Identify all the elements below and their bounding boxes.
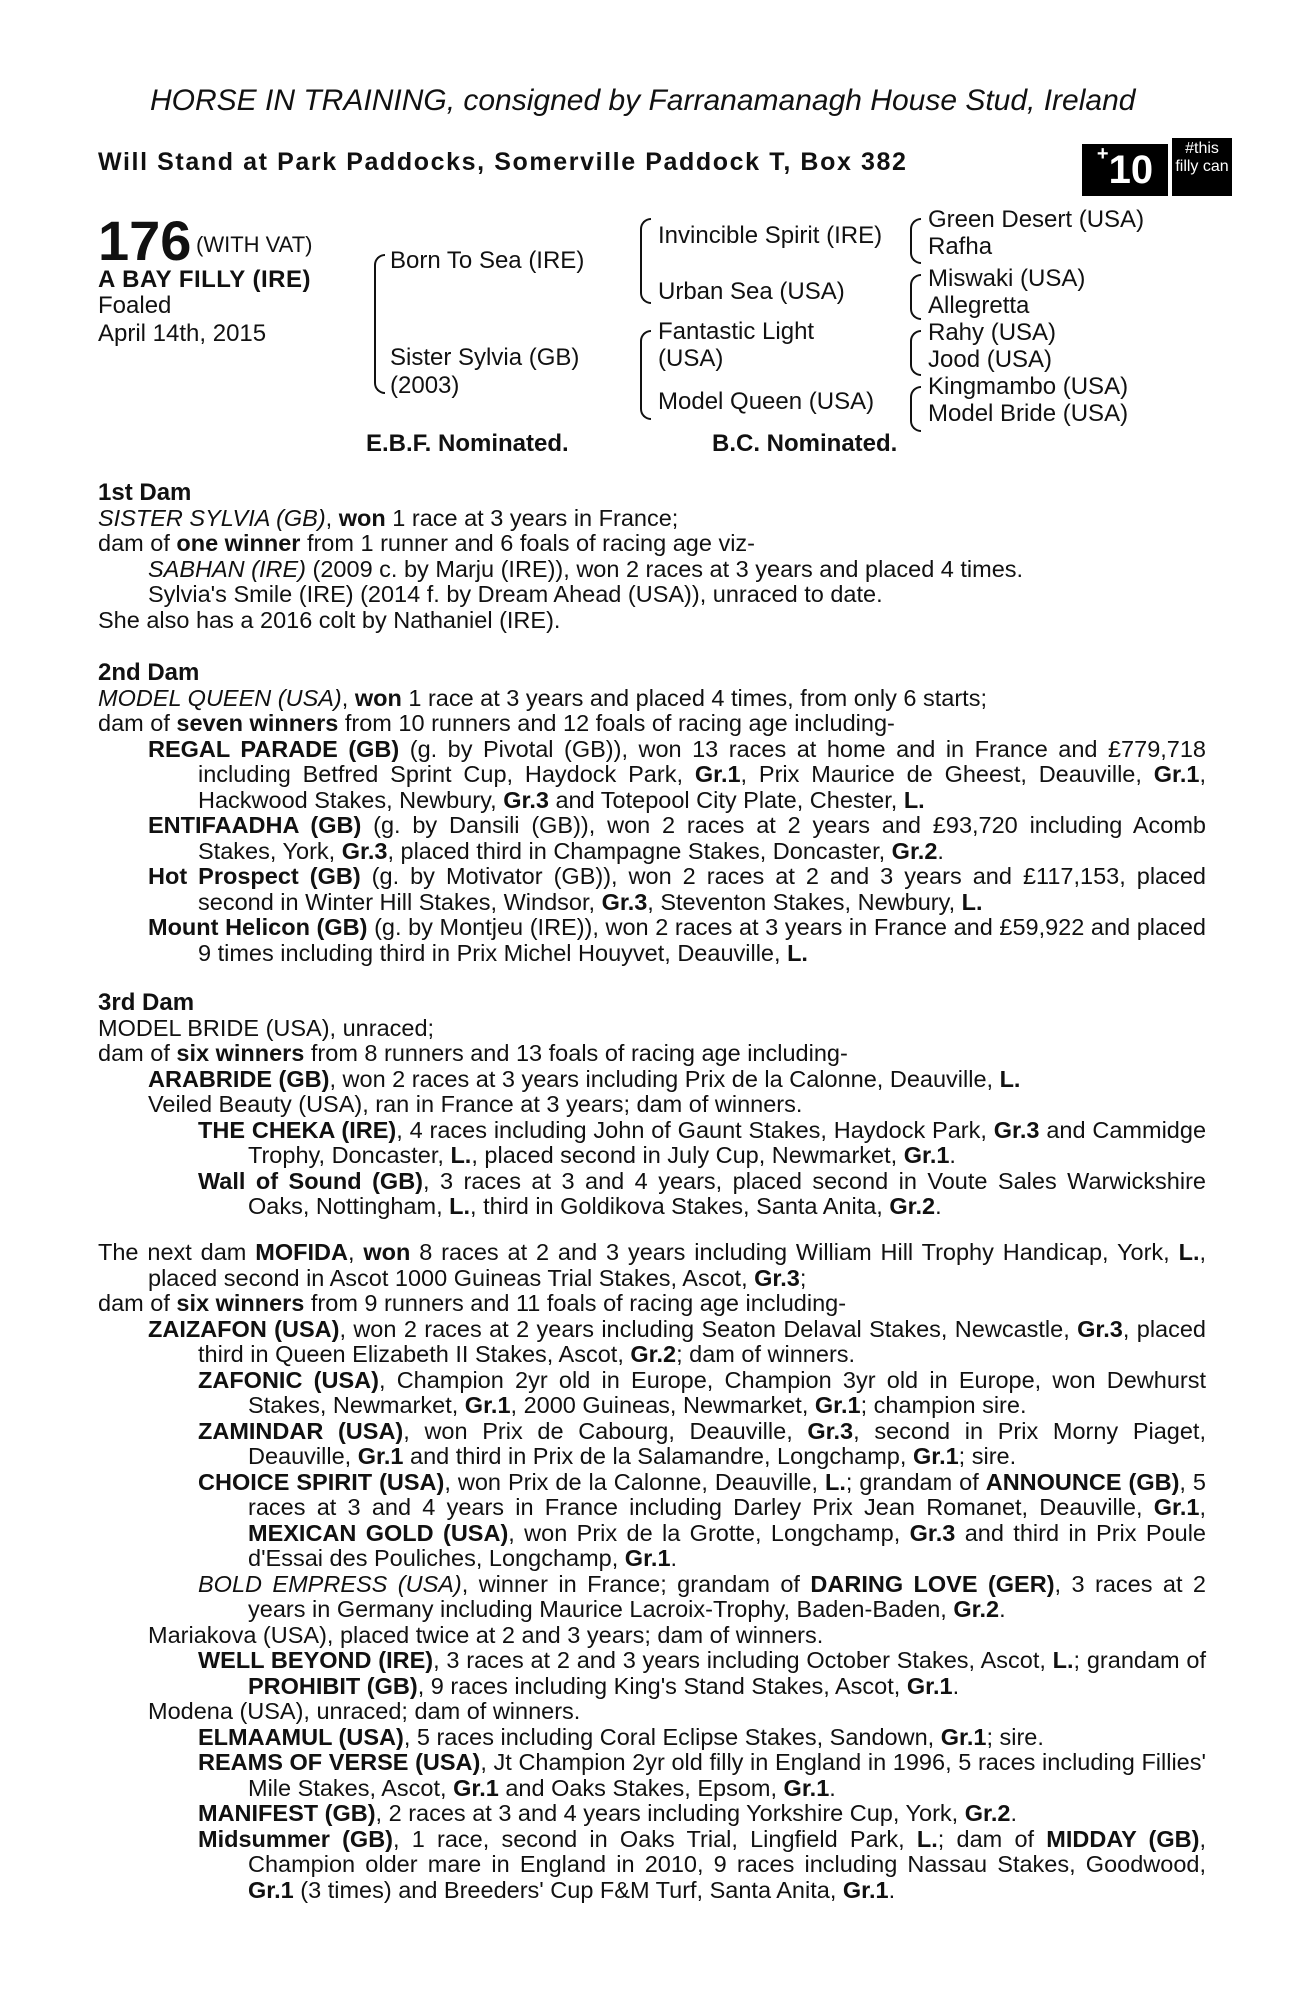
produce-entry: ZAFONIC (USA), Champion 2yr old in Europe, Champion 3yr old in Europe, won Dewhurst Stakes, Newmarket, Gr.1, 2000 Guineas, Newmarket, Gr.1; champion sire. bbox=[198, 1366, 1206, 1418]
pedigree-dam-year: (2003) bbox=[390, 372, 460, 399]
pedigree-brace-dam-line bbox=[640, 330, 651, 420]
pedigree-granddam-1: Urban Sea (USA) bbox=[658, 278, 845, 305]
produce-entry: BOLD EMPRESS (USA), winner in France; grandam of DARING LOVE (GER), 3 races at 2 years in Germany including Maurice Lacroix-Trophy, Baden-Baden, Gr.2. bbox=[198, 1570, 1206, 1622]
third-dam-produce-summary: dam of six winners from 8 runners and 13 foals of racing age including- bbox=[98, 1040, 848, 1066]
page-title: HORSE IN TRAINING, consigned by Farranamanagh House Stud, Ireland bbox=[150, 84, 1136, 117]
logo-hashtag-badge: #this filly can bbox=[1172, 138, 1232, 196]
produce-entry: Wall of Sound (GB), 3 races at 3 and 4 years, placed second in Voute Sales Warwickshire Oaks, Nottingham, L., third in Goldikova Stakes, Santa Anita, Gr.2. bbox=[198, 1167, 1206, 1219]
second-dam-section bbox=[98, 660, 1206, 966]
logo-ten-badge: +10 bbox=[1082, 144, 1168, 196]
pedigree-brace-2 bbox=[910, 274, 921, 320]
produce-entry: MANIFEST (GB), 2 races at 3 and 4 years including Yorkshire Cup, York, Gr.2. bbox=[198, 1800, 1017, 1826]
produce-entry: Mariakova (USA), placed twice at 2 and 3 years; dam of winners. bbox=[148, 1621, 824, 1648]
lot-number: 176 bbox=[98, 209, 192, 272]
produce-entry: Mount Helicon (GB) (g. by Montjeu (IRE)), won 2 races at 3 years in France and £59,922 and placed 9 times including third in Prix Michel Houyvet, Deauville, L. bbox=[148, 914, 1206, 966]
first-dam-heading: 1st Dam bbox=[98, 479, 192, 506]
ebf-nominated: E.B.F. Nominated. bbox=[366, 430, 569, 457]
pedigree-dam: Sister Sylvia (GB) bbox=[390, 344, 580, 371]
produce-entry: WELL BEYOND (IRE), 3 races at 2 and 3 years including October Stakes, Ascot, L.; grandam of PROHIBIT (GB), 9 races including King's Stand Stakes, Ascot, Gr.1. bbox=[198, 1647, 1206, 1699]
pedigree-ggs-6: Jood (USA) bbox=[928, 346, 1053, 373]
produce-note: She also has a 2016 colt by Nathaniel (IRE). bbox=[98, 606, 561, 633]
second-dam-line: MODEL QUEEN (USA), won 1 race at 3 years and placed 4 times, from only 6 starts; bbox=[98, 684, 987, 711]
pedigree-grandsire-2-country: (USA) bbox=[658, 345, 724, 372]
third-dam-section bbox=[98, 990, 1206, 1220]
foaled-date: April 14th, 2015 bbox=[98, 320, 267, 347]
pedigree-sire: Born To Sea (IRE) bbox=[390, 247, 585, 274]
pedigree-brace-1 bbox=[910, 218, 921, 264]
next-dam-produce-summary: dam of six winners from 9 runners and 11 foals of racing age including- bbox=[98, 1290, 847, 1316]
stand-location: Will Stand at Park Paddocks, Somerville Paddock T, Box 382 bbox=[98, 148, 908, 176]
produce-entry: THE CHEKA (IRE), 4 races including John of Gaunt Stakes, Haydock Park, Gr.3 and Cammidge Trophy, Doncaster, L., placed second in July Cup, Newmarket, Gr.1. bbox=[198, 1116, 1207, 1168]
produce-entry: CHOICE SPIRIT (USA), won Prix de la Calonne, Deauville, L.; grandam of ANNOUNCE (GB), 5 races at 3 and 4 years in France including Darley Prix Jean Romanet, Deauville, Gr.1, MEXICAN GOLD (USA), won Prix de la Grotte, Longchamp, Gr.3 and third in Prix Poule d'Essai des Pouliches, Longchamp, Gr.1. bbox=[198, 1468, 1207, 1571]
pedigree-grandsire-2: Fantastic Light bbox=[658, 318, 815, 345]
this-filly-can-logo bbox=[1082, 138, 1232, 196]
produce-entry: REAMS OF VERSE (USA), Jt Champion 2yr old filly in England in 1996, 5 races including Fillies' Mile Stakes, Ascot, Gr.1 and Oaks Stakes, Epsom, Gr.1. bbox=[198, 1749, 1206, 1801]
next-dam-line: The next dam MOFIDA, won 8 races at 2 and 3 years including William Hill Trophy Handicap, York, L., placed second in Ascot 1000 Guineas Trial Stakes, Ascot, Gr.3; bbox=[98, 1239, 1207, 1291]
third-dam-heading: 3rd Dam bbox=[98, 989, 195, 1016]
foaled-label: Foaled bbox=[98, 292, 172, 319]
pedigree-ggs-5: Rahy (USA) bbox=[928, 319, 1057, 346]
second-dam-produce-summary: dam of seven winners from 10 runners and 12 foals of racing age including- bbox=[98, 710, 895, 736]
produce-entry: ENTIFAADHA (GB) (g. by Dansili (GB)), won 2 races at 2 years and £93,720 including Acomb Stakes, York, Gr.3, placed third in Champagne Stakes, Doncaster, Gr.2. bbox=[148, 812, 1206, 864]
produce-entry: ELMAAMUL (USA), 5 races including Coral Eclipse Stakes, Sandown, Gr.1; sire. bbox=[198, 1723, 1044, 1750]
produce-entry: REGAL PARADE (GB) (g. by Pivotal (GB)), won 13 races at home and in France and £779,718 including Betfred Sprint Cup, Haydock Park, Gr.1, Prix Maurice de Gheest, Deauville, Gr.1, Hackwood Stakes, Newbury, Gr.3 and Totepool City Plate, Chester, L. bbox=[148, 735, 1206, 813]
next-dam-section bbox=[98, 1240, 1206, 1903]
pedigree-granddam-2: Model Queen (USA) bbox=[658, 388, 875, 415]
pedigree-ggs-1: Green Desert (USA) bbox=[928, 206, 1145, 233]
produce-entry: ARABRIDE (GB), won 2 races at 3 years including Prix de la Calonne, Deauville, L. bbox=[148, 1065, 1021, 1092]
bc-nominated: B.C. Nominated. bbox=[712, 430, 898, 457]
first-dam-section bbox=[98, 480, 1206, 633]
third-dam-line: MODEL BRIDE (USA), unraced; bbox=[98, 1014, 435, 1041]
pedigree-ggs-3: Miswaki (USA) bbox=[928, 265, 1086, 292]
pedigree-brace-3 bbox=[910, 330, 921, 376]
lot-name: A BAY FILLY (IRE) bbox=[98, 266, 311, 293]
produce-entry: ZAIZAFON (USA), won 2 races at 2 years including Seaton Delaval Stakes, Newcastle, Gr.3, placed third in Queen Elizabeth II Stakes, Ascot, Gr.2; dam of winners. bbox=[148, 1315, 1206, 1367]
pedigree-ggs-2: Rafha bbox=[928, 233, 993, 260]
produce-entry: SABHAN (IRE) (2009 c. by Marju (IRE)), won 2 races at 3 years and placed 4 times. bbox=[148, 555, 1024, 582]
pedigree-ggs-4: Allegretta bbox=[928, 292, 1030, 319]
produce-entry: Veiled Beauty (USA), ran in France at 3 years; dam of winners. bbox=[148, 1091, 803, 1117]
produce-entry: Sylvia's Smile (IRE) (2014 f. by Dream Ahead (USA)), unraced to date. bbox=[148, 581, 883, 607]
second-dam-heading: 2nd Dam bbox=[98, 659, 200, 686]
first-dam-produce-summary: dam of one winner from 1 runner and 6 foals of racing age viz- bbox=[98, 530, 755, 556]
first-dam-line: SISTER SYLVIA (GB), won 1 race at 3 years in France; bbox=[98, 504, 679, 531]
pedigree-brace-sire-line bbox=[640, 218, 651, 304]
pedigree-grandsire-1: Invincible Spirit (IRE) bbox=[658, 222, 883, 249]
produce-entry: Hot Prospect (GB) (g. by Motivator (GB)), won 2 races at 2 and 3 years and £117,153, placed second in Winter Hill Stakes, Windsor, Gr.3, Steventon Stakes, Newbury, L. bbox=[148, 863, 1207, 915]
pedigree-ggs-8: Model Bride (USA) bbox=[928, 400, 1129, 427]
produce-entry: Modena (USA), unraced; dam of winners. bbox=[148, 1698, 581, 1724]
pedigree-ggs-7: Kingmambo (USA) bbox=[928, 373, 1129, 400]
produce-entry: Midsummer (GB), 1 race, second in Oaks Trial, Lingfield Park, L.; dam of MIDDAY (GB), Champion older mare in England in 2010, 9 races including Nassau Stakes, Goodwood, Gr.1 (3 times) and Breeders' Cup F&M Turf, Santa Anita, Gr.1. bbox=[198, 1825, 1206, 1903]
pedigree-brace-sire-dam bbox=[374, 254, 385, 394]
vat-note: (WITH VAT) bbox=[196, 232, 313, 257]
pedigree-brace-4 bbox=[910, 386, 921, 432]
produce-entry: ZAMINDAR (USA), won Prix de Cabourg, Deauville, Gr.3, second in Prix Morny Piaget, Deauville, Gr.1 and third in Prix de la Salamandre, Longchamp, Gr.1; sire. bbox=[198, 1417, 1206, 1469]
